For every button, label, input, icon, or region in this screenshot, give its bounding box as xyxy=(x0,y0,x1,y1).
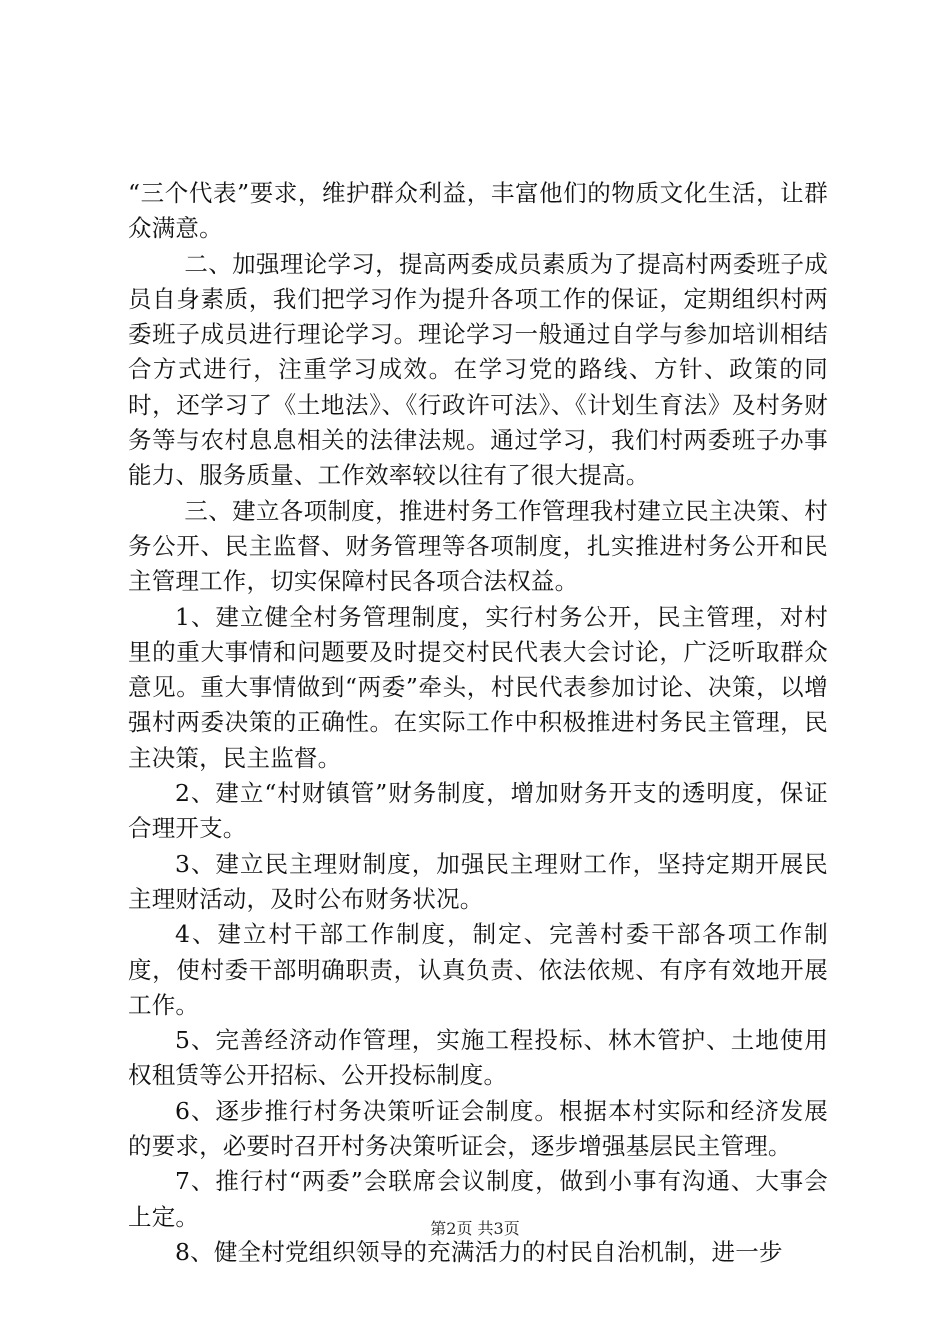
paragraph-section-two: 二、加强理论学习，提高两委成员素质为了提高村两委班子成员自身素质，我们把学习作为提升各项工作的保证，定期组织村两委班子成员进行理论学习。理论学习一般通过自学与参加培训相结合方式进行，注重学习成效。在学习党的路线、方针、政策的同时，还学习了《土地法》、《行政许可法》、《计划生育法》及村务财务等与农村息息相关的法律法规。通过学习，我们村两委班子办事能力、服务质量、工作效率较以往有了很大提高。 xyxy=(128,249,828,490)
paragraph-item-3: 3、建立民主理财制度，加强民主理财工作，坚持定期开展民主理财活动，及时公布财务状况。 xyxy=(128,849,828,913)
paragraph-item-7: 7、推行村“两委”会联席会议制度，做到小事有沟通、大事会上定。 xyxy=(128,1167,828,1231)
paragraph-item-6: 6、逐步推行村务决策听证会制度。根据本村实际和经济发展的要求，必要时召开村务决策听证会，逐步增强基层民主管理。 xyxy=(128,1096,828,1161)
paragraph-item-8: 8、健全村党组织领导的充满活力的村民自治机制，进一步 xyxy=(175,1237,783,1266)
paragraph-item-4: 4、建立村干部工作制度，制定、完善村委干部各项工作制度，使村委干部明确职责，认真负责、依法依规、有序有效地开展工作。 xyxy=(128,920,828,1019)
page-footer xyxy=(0,1216,950,1239)
paragraph-section-three: 三、建立各项制度，推进村务工作管理我村建立民主决策、村务公开、民主监督、财务管理等各项制度，扎实推进村务公开和民主管理工作，切实保障村民各项合法权益。 xyxy=(128,496,828,596)
paragraph-item-5: 5、完善经济动作管理，实施工程投标、林木管护、土地使用权租赁等公开招标、公开投标制度。 xyxy=(128,1026,828,1090)
document-body xyxy=(128,176,828,1270)
paragraph-item-2: 2、建立“村财镇管”财务制度，增加财务开支的透明度，保证合理开支。 xyxy=(128,779,828,843)
paragraph-item-1: 1、建立健全村务管理制度，实行村务公开，民主管理，对村里的重大事情和问题要及时提交村民代表大会讨论，广泛听取群众意见。重大事情做到“两委”牵头，村民代表参加讨论、决策，以增强村两委决策的正确性。在实际工作中积极推进村务民主管理，民主决策，民主监督。 xyxy=(128,602,828,772)
paragraph-continuation: “三个代表”要求，维护群众利益，丰富他们的物质文化生活，让群众满意。 xyxy=(128,179,828,243)
page-number-label: 第2页 共3页 xyxy=(430,1219,520,1238)
